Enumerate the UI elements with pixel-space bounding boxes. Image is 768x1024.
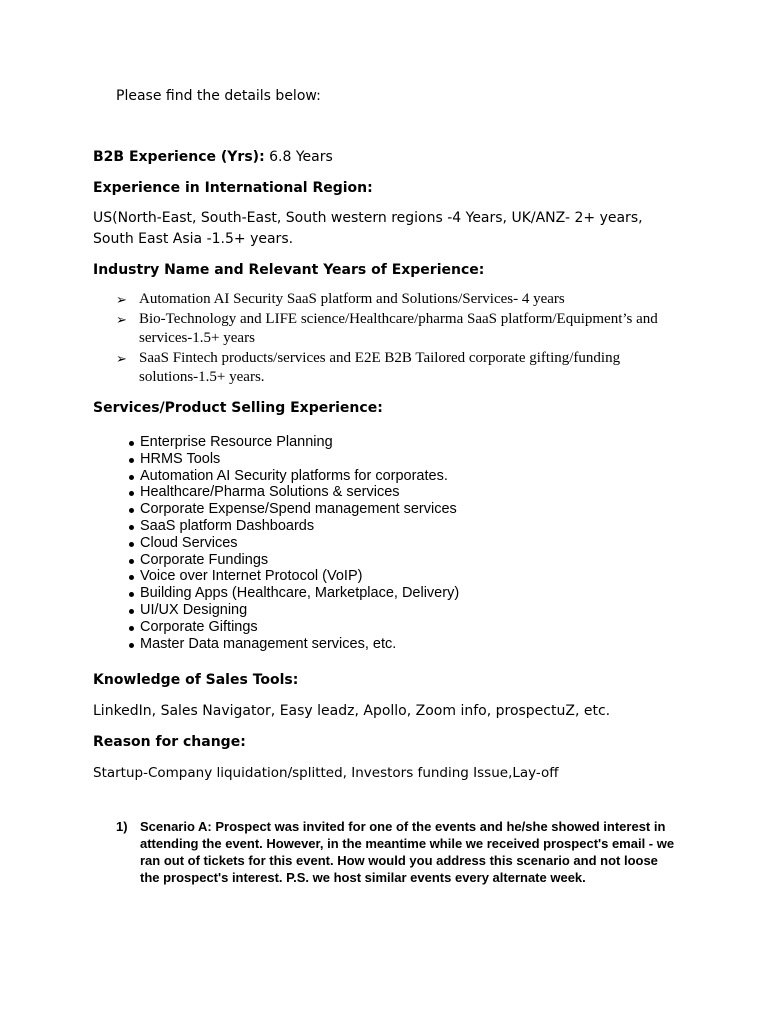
reason-label: Reason for change: (93, 734, 246, 750)
arrow-bullet-icon: ➢ (116, 311, 127, 327)
bullet-dot-icon (129, 525, 134, 530)
list-item: Automation AI Security platforms for corporates. (129, 468, 459, 485)
scenario-text: Scenario A: Prospect was invited for one of the events and he/she showed interest in attending the event. However, in the meantime while we received prospect's email - we ran out of tickets for this event. How would you address this scenario and not loose the prospect's interest. P.S. we host similar events every alternate week. (140, 819, 675, 885)
list-item: Master Data management services, etc. (129, 636, 459, 653)
b2b-experience-label: B2B Experience (Yrs): (93, 149, 265, 165)
b2b-experience-line (93, 147, 693, 168)
services-list (129, 434, 459, 652)
list-item: Corporate Expense/Spend management services (129, 501, 459, 518)
list-item: Building Apps (Healthcare, Marketplace, Delivery) (129, 585, 459, 602)
industry-label: Industry Name and Relevant Years of Experience: (93, 262, 485, 278)
bullet-dot-icon (129, 575, 134, 580)
intl-region-label: Experience in International Region: (93, 180, 373, 196)
intro-text: Please find the details below: (116, 88, 321, 104)
bullet-dot-icon (129, 441, 134, 446)
industry-item: ➢ Bio-Technology and LIFE science/Healthcare/pharma SaaS platform/Equipment’s and services-1.5+ years (116, 310, 658, 346)
industry-item: ➢ Automation AI Security SaaS platform and Solutions/Services- 4 years (116, 290, 676, 310)
bullet-dot-icon (129, 458, 134, 463)
list-item: Corporate Fundings (129, 552, 459, 569)
list-item: Healthcare/Pharma Solutions & services (129, 484, 459, 501)
industry-item: ➢ SaaS Fintech products/services and E2E B2B Tailored corporate gifting/funding solutions-1.5+ years. (116, 349, 621, 385)
industry-list (116, 290, 676, 388)
bullet-dot-icon (129, 491, 134, 496)
list-item: Corporate Giftings (129, 619, 459, 636)
scenario-number: 1) (116, 819, 128, 834)
list-item: Enterprise Resource Planning (129, 434, 459, 451)
b2b-experience-value: 6.8 Years (264, 149, 333, 165)
intl-region-value: US(North-East, South-East, South western regions -4 Years, UK/ANZ- 2+ years, South East Asia -1.5+ years. (93, 210, 643, 247)
bullet-dot-icon (129, 542, 134, 547)
scenario-item (116, 818, 676, 886)
list-item: Cloud Services (129, 535, 459, 552)
bullet-dot-icon (129, 643, 134, 648)
bullet-dot-icon (129, 559, 134, 564)
arrow-bullet-icon: ➢ (116, 350, 127, 366)
reason-value: Startup-Company liquidation/splitted, Investors funding Issue,Lay-off (93, 765, 559, 781)
list-item: Voice over Internet Protocol (VoIP) (129, 568, 459, 585)
list-item: UI/UX Designing (129, 602, 459, 619)
bullet-dot-icon (129, 508, 134, 513)
bullet-dot-icon (129, 592, 134, 597)
bullet-dot-icon (129, 475, 134, 480)
services-label: Services/Product Selling Experience: (93, 400, 383, 416)
bullet-dot-icon (129, 626, 134, 631)
arrow-bullet-icon: ➢ (116, 292, 127, 307)
bullet-dot-icon (129, 609, 134, 614)
sales-tools-label: Knowledge of Sales Tools: (93, 672, 299, 688)
sales-tools-value: LinkedIn, Sales Navigator, Easy leadz, Apollo, Zoom info, prospectuZ, etc. (93, 703, 611, 719)
list-item: SaaS platform Dashboards (129, 518, 459, 535)
list-item: HRMS Tools (129, 451, 459, 468)
